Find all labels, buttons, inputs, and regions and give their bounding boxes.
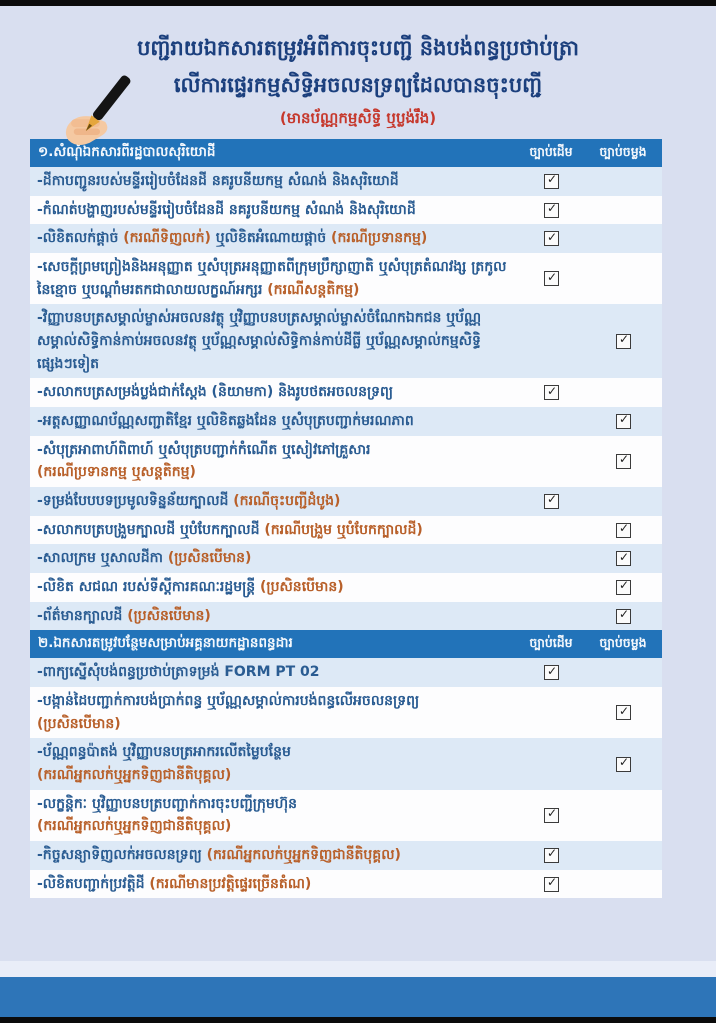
- row-label-text: -សំបុត្រអាពាហ៍ពិពាហ៍ ឬសំបុត្របញ្ជាក់កំណើត ឬសៀវភៅគ្រួសារ: [37, 441, 371, 458]
- checkmark-icon: ✓: [544, 848, 559, 863]
- row-label: [30, 224, 518, 253]
- section-title: ២.ឯកសារតម្រូវបន្ថែមសម្រាប់អគ្គនាយកដ្ឋានពន្ធដារ: [38, 635, 293, 652]
- row-label-text: -សាលក្រម ឬសាលដីកា: [37, 550, 168, 567]
- table-row: [30, 658, 662, 687]
- row-label-note: (ករណីប្រទានកម្ម ឬសន្តតិកម្ម): [37, 464, 196, 481]
- original-cell: [518, 271, 584, 286]
- checkmark-icon: ✓: [616, 334, 631, 349]
- table-row: [30, 738, 662, 789]
- copy-cell: [584, 705, 662, 720]
- original-cell: [518, 494, 584, 509]
- row-label: [30, 304, 518, 378]
- row-label-note: (ករណីអ្នកលក់ឬអ្នកទិញជានីតិបុគ្គល): [206, 847, 401, 864]
- row-label-text: -ប័ណ្ណពន្ធប៉ាតង់ ឬវិញ្ញាបនបត្រអាករលើតម្លៃបន្ថែម: [37, 744, 291, 761]
- row-label: [30, 516, 518, 545]
- checkmark-icon: ✓: [544, 385, 559, 400]
- row-label-text: -លិខិត សជណ របស់ទីស្តីការគណៈរដ្ឋមន្ត្រី: [37, 579, 261, 596]
- table-row: [30, 196, 662, 225]
- row-label: [30, 544, 518, 573]
- column-header-copy: ច្បាប់ចម្លង: [599, 143, 647, 159]
- copy-cell: [584, 580, 662, 595]
- table-row: [30, 544, 662, 573]
- row-label: [30, 790, 518, 841]
- checkmark-icon: ✓: [616, 551, 631, 566]
- checkmark-icon: ✓: [616, 757, 631, 772]
- checkmark-icon: ✓: [544, 808, 559, 823]
- row-label-text: -ពាក្យស្នើសុំបង់ពន្ធប្រថាប់ត្រាទម្រង់ FORM PT 02: [37, 664, 320, 681]
- title-line-2: លើការផ្ទេរកម្មសិទ្ធិអចលនទ្រព្យដែលបានចុះបញ្ជី: [173, 72, 543, 97]
- row-label-note: (ប្រសិនបើមាន): [37, 715, 121, 732]
- writing-hand-pen-icon: [58, 72, 142, 156]
- original-cell: [518, 231, 584, 246]
- subtitle: (មានប័ណ្ណកម្មសិទ្ធិ ឬប្លង់រឹង): [279, 108, 437, 127]
- row-label-note: (ប្រសិនបើមាន): [167, 550, 252, 567]
- row-label-text: -លិខិតបញ្ជាក់ប្រវត្តិដី: [37, 875, 150, 892]
- table-row: [30, 253, 662, 304]
- copy-cell: [584, 414, 662, 429]
- original-cell: [518, 385, 584, 400]
- checklist-table: [30, 139, 662, 898]
- row-label-note: (ប្រសិនបើមាន): [127, 607, 211, 624]
- copy-cell: [584, 523, 662, 538]
- table-row: [30, 870, 662, 899]
- row-label-text: ឬលិខិតអំណោយផ្តាច់: [210, 230, 332, 247]
- table-row: [30, 841, 662, 870]
- row-label-note: (ករណីអ្នកលក់ឬអ្នកទិញជានីតិបុគ្គល): [37, 767, 232, 784]
- table-row: [30, 687, 662, 738]
- column-header-original: ច្បាប់ដើម: [529, 143, 573, 159]
- checkmark-icon: ✓: [616, 523, 631, 538]
- original-cell: [518, 174, 584, 189]
- checkmark-icon: ✓: [544, 494, 559, 509]
- row-label-text: -ព័ត៌មានក្បាលដី: [37, 607, 128, 624]
- bottom-blue-band: [0, 977, 716, 1017]
- document-header: [0, 0, 716, 131]
- bottom-black-strip: [0, 1017, 716, 1023]
- row-label: [30, 658, 518, 687]
- row-label: [30, 738, 518, 789]
- checkmark-icon: ✓: [544, 231, 559, 246]
- copy-cell: [584, 757, 662, 772]
- original-cell: [518, 203, 584, 218]
- row-label-text: -សលាកបត្រសម្រង់ប្លង់ជាក់ស្តែង (និយាមកា) និងរូបថតអចលនទ្រព្យ: [37, 384, 394, 401]
- checkmark-icon: ✓: [544, 271, 559, 286]
- checkmark-icon: ✓: [616, 580, 631, 595]
- row-label: [30, 841, 518, 870]
- table-row: [30, 167, 662, 196]
- checkmark-icon: ✓: [616, 705, 631, 720]
- row-label: [30, 573, 518, 602]
- row-label: [30, 378, 518, 407]
- column-header-copy: ច្បាប់ចម្លង: [599, 634, 647, 650]
- checkmark-icon: ✓: [616, 609, 631, 624]
- row-label-note: (ករណីបង្រួម ឬបំបែកក្បាលដី): [264, 521, 423, 538]
- checkmark-icon: ✓: [544, 877, 559, 892]
- table-row: [30, 573, 662, 602]
- row-label-note: (ករណីមានប្រវត្តិផ្ទេរច្រើនតំណ): [149, 875, 312, 892]
- row-label: [30, 602, 518, 631]
- row-label-text: -ទម្រង់បែបបទប្រមូលទិន្នន័យក្បាលដី: [37, 493, 234, 510]
- original-cell: [518, 877, 584, 892]
- copy-cell: [584, 454, 662, 469]
- checkmark-icon: ✓: [544, 174, 559, 189]
- row-label-text: -អត្តសញ្ញាណប័ណ្ណសញ្ជាតិខ្មែរ ឬលិខិតឆ្លងដែន ឬសំបុត្របញ្ជាក់មរណភាព: [37, 413, 414, 430]
- section-header: [30, 630, 662, 658]
- copy-cell: [584, 551, 662, 566]
- row-label: [30, 436, 518, 487]
- row-label-note: (ករណីទិញលក់): [123, 230, 211, 247]
- row-label-text: -សេចក្តីព្រមព្រៀងនិងអនុញ្ញាត ឬសំបុត្រអនុញ្ញាតពីក្រុមប្រឹក្សាញាតិ ឬសំបុត្រតំណវង្ស ត្រកូលនៃខ្មោច ឬបណ្តាំមរតកជាលាយលក្ខណ៍អក្សរ: [37, 259, 507, 298]
- row-label-note: (ករណីចុះបញ្ជីដំបូង): [233, 493, 341, 510]
- row-label: [30, 407, 518, 436]
- row-label-text: -កិច្ចសន្យាទិញលក់អចលនទ្រព្យ: [37, 847, 207, 864]
- table-row: [30, 304, 662, 378]
- checkmark-icon: ✓: [616, 454, 631, 469]
- row-label-note: (ករណីអ្នកលក់ឬអ្នកទិញជានីតិបុគ្គល): [37, 818, 232, 835]
- section-title: ១.សំណុំឯកសារពីរដ្ឋបាលសុរិយោដី: [38, 144, 216, 160]
- table-row: [30, 487, 662, 516]
- title-line-1: បញ្ជីរាយឯកសារតម្រូវអំពីការចុះបញ្ជី និងបង់ពន្ធប្រថាប់ត្រា: [137, 36, 579, 60]
- original-cell: [518, 808, 584, 823]
- checkmark-icon: ✓: [544, 203, 559, 218]
- copy-cell: [584, 334, 662, 349]
- row-label-text: -វិញ្ញាបនបត្រសម្គាល់ម្ចាស់អចលនវត្ថុ ឬវិញ្ញាបនបត្រសម្គាល់ម្ចាស់ចំណែកឯកជន ឬប័ណ្ណ សម្គាល់សិទ្ធិកាន់កាប់អចលនវត្ថុ ឬប័ណ្ណសម្គាល់សិទ្ធិកាន់កាប់ដីធ្លី ឬប័ណ្ណសម្គាល់កម្មសិទ្ធិ ផ្សេងៗទៀត: [37, 310, 482, 372]
- row-label-note: (ករណីប្រទានកម្ម): [331, 230, 428, 247]
- table-row: [30, 224, 662, 253]
- checkmark-icon: ✓: [544, 665, 559, 680]
- row-label-note: (ប្រសិនបើមាន): [260, 579, 344, 596]
- row-label: [30, 487, 518, 516]
- table-row: [30, 516, 662, 545]
- row-label-text: -លក្ខន្តិកៈ ឬវិញ្ញាបនបត្របញ្ជាក់ការចុះបញ្ជីក្រុមហ៊ុន: [37, 795, 297, 812]
- bottom-fade-band: [0, 961, 716, 977]
- row-label: [30, 253, 518, 304]
- row-label-text: -កំណត់បង្ហាញរបស់មន្ទីររៀបចំដែនដី នគរូបនីយកម្ម សំណង់ និងសុរិយោដី: [37, 201, 416, 218]
- row-label: [30, 196, 518, 225]
- row-label: [30, 870, 518, 899]
- table-row: [30, 407, 662, 436]
- checkmark-icon: ✓: [616, 414, 631, 429]
- row-label-text: -លិខិតលក់ផ្តាច់: [37, 230, 124, 247]
- table-row: [30, 378, 662, 407]
- row-label-text: -បង្កាន់ដៃបញ្ជាក់ការបង់ប្រាក់ពន្ធ ឬប័ណ្ណសម្គាល់ការបង់ពន្ធលើអចលនទ្រព្យ: [37, 693, 420, 710]
- copy-cell: [584, 609, 662, 624]
- row-label-text: -ដីកាបញ្ជូនរបស់មន្ទីររៀបចំដែនដី នគរូបនីយកម្ម សំណង់ និងសុរិយោដី: [37, 173, 399, 189]
- column-header-original: ច្បាប់ដើម: [529, 634, 573, 650]
- table-row: [30, 602, 662, 631]
- row-label-note: (ករណីសន្តតិកម្ម): [267, 281, 360, 298]
- row-label-text: -សលាកបត្របង្រួមក្បាលដី ឬបំបែកក្បាលដី: [37, 521, 265, 538]
- row-label: [30, 167, 518, 196]
- row-label: [30, 687, 518, 738]
- original-cell: [518, 665, 584, 680]
- table-row: [30, 436, 662, 487]
- original-cell: [518, 848, 584, 863]
- table-row: [30, 790, 662, 841]
